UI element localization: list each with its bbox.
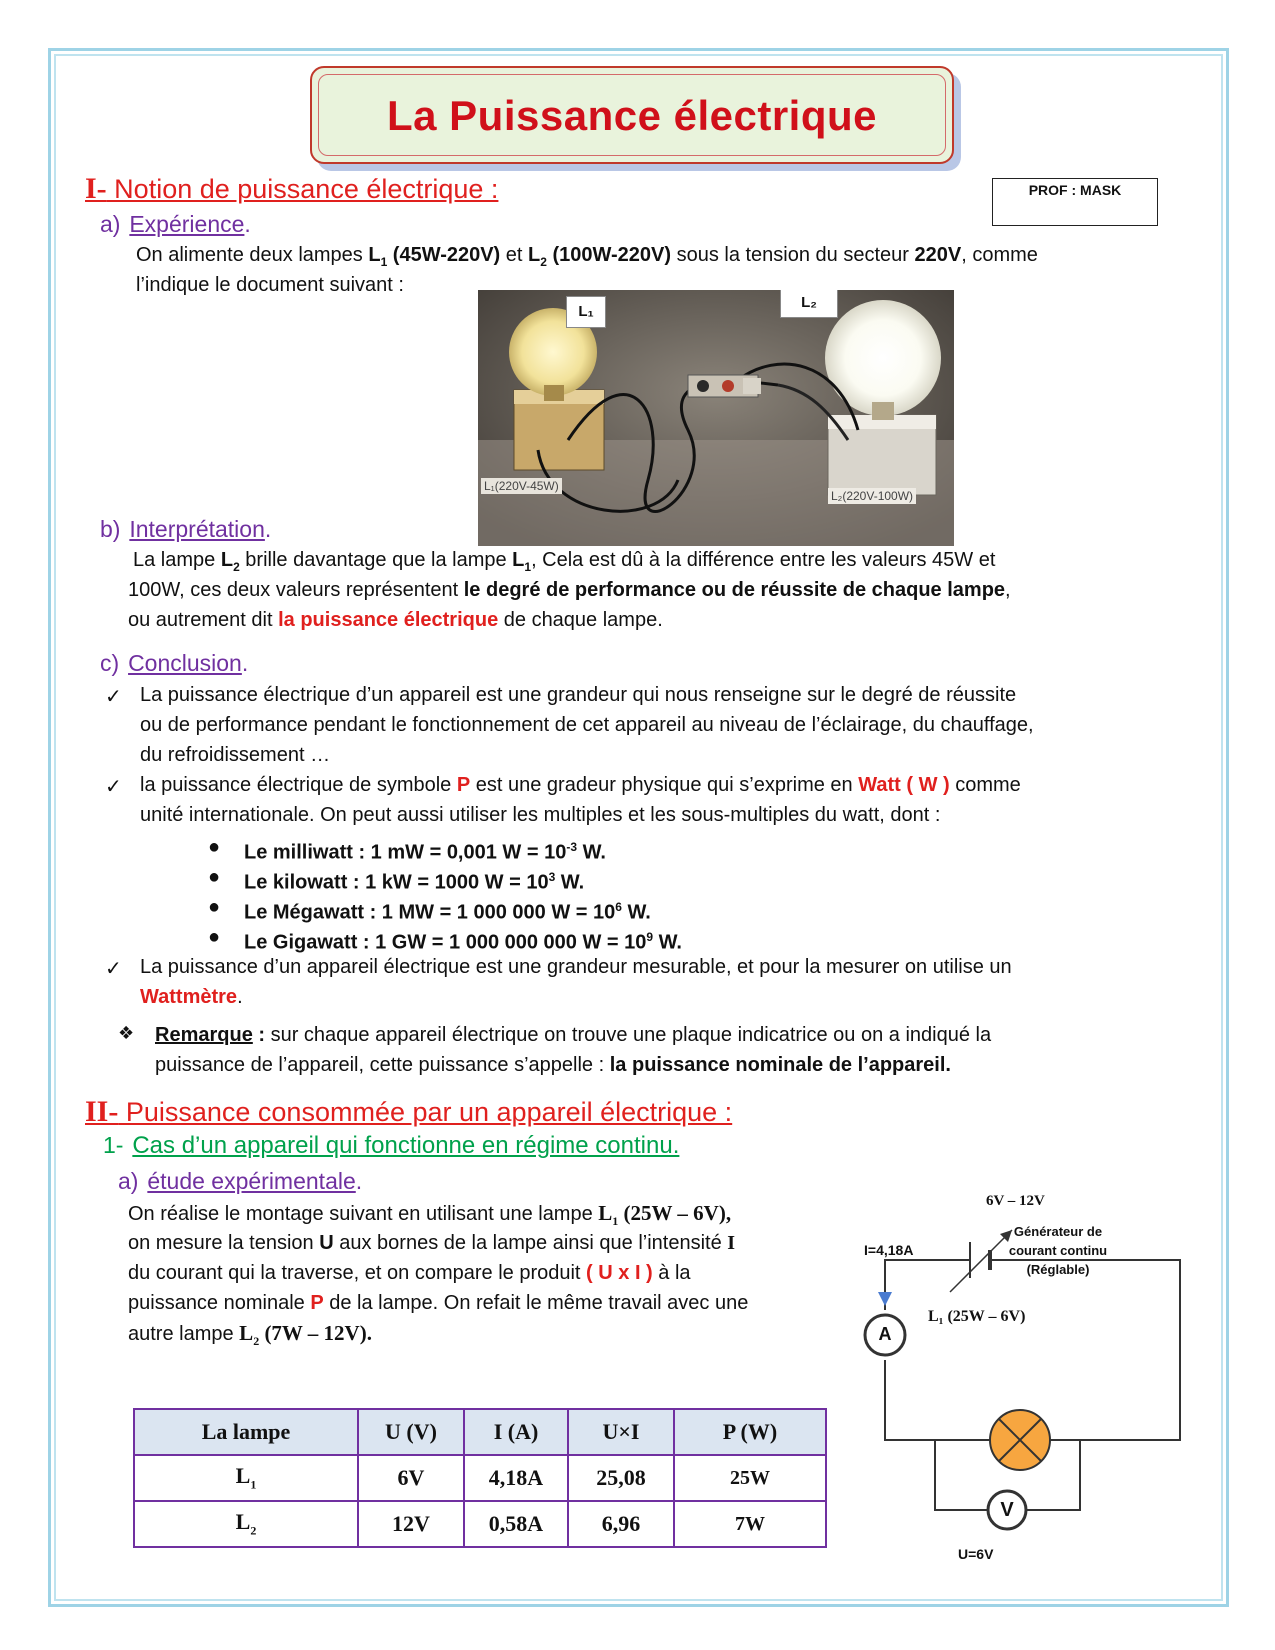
circuit-diagram (840, 1193, 1210, 1580)
current-label: I=4,18A (864, 1242, 914, 1258)
interpretation-line-1: La lampe $L_2$ brille davantage que la lampe $L_1$, Cela est dû à la différence entre les valeurs 45W et (133, 549, 996, 574)
table-header: I (A) (464, 1409, 568, 1455)
table-cell: 6,96 (568, 1501, 674, 1547)
conclusion-2-line-2: unité internationale. On peut aussi utiliser les multiples et les sous-multiples du watt, dont : (140, 804, 941, 826)
title-banner (310, 66, 954, 164)
table-cell: $L_1$ (134, 1455, 358, 1501)
conclusion-2-line-1: la puissance électrique de symbole P est une gradeur physique qui s’exprime en Watt ( W ) comme (140, 774, 1021, 796)
subsection-b-heading: b) Interprétation. (100, 516, 272, 542)
intro-line-1: On alimente deux lampes $L_1$ (45W-220V) et $L_2$ (100W-220V) sous la tension du secteur 220V, comme (136, 244, 1038, 269)
measurements-table (133, 1408, 827, 1548)
unit-gigawatt: Le Gigawatt : 1 GW = 1 000 000 000 $W = 10^9$ W. (244, 930, 682, 954)
table-cell: 25,08 (568, 1455, 674, 1501)
section-1-heading: I- Notion de puissance électrique : (85, 172, 499, 205)
voltage-range-label: 6V – 12V (986, 1193, 1045, 1209)
conclusion-3-line-1: La puissance d’un appareil électrique est une grandeur mesurable, et pour la mesurer on utilise un (140, 956, 1012, 978)
voltmeter-symbol: V (1000, 1499, 1014, 1521)
table-cell: 4,18A (464, 1455, 568, 1501)
table-cell: $L_2$ (134, 1501, 358, 1547)
table-header: La lampe (134, 1409, 358, 1455)
table-cell: 0,58A (464, 1501, 568, 1547)
conclusion-1-line-3: du refroidissement … (140, 744, 331, 766)
bullet-icon: ● (208, 836, 221, 858)
subsection-a-heading: a) Expérience. (100, 211, 251, 237)
unit-milliwatt: Le milliwatt : 1 mW = 0,001 $W = 10^{-3}$ W. (244, 840, 606, 864)
experiment-text-line-3: du courant qui la traverse, et on compare le produit ( U x I ) à la (128, 1262, 691, 1284)
interpretation-line-3: ou autrement dit la puissance électrique de chaque lampe. (128, 609, 663, 631)
interpretation-line-2: 100W, ces deux valeurs représentent le degré de performance ou de réussite de chaque lampe, (128, 579, 1011, 601)
intro-line-2: l’indique le document suivant : (136, 274, 404, 296)
subsection-2a-heading: a) étude expérimentale. (118, 1168, 363, 1194)
table-cell: 12V (358, 1501, 464, 1547)
table-header: U×I (568, 1409, 674, 1455)
section-2-heading: II- Puissance consommée par un appareil électrique : (85, 1095, 733, 1128)
table-header: P (W) (674, 1409, 826, 1455)
check-icon: ✓ (105, 776, 122, 798)
bullet-icon: ● (208, 866, 221, 888)
unit-kilowatt: Le kilowatt : 1 kW = 1000 $W = 10^3$ W. (244, 870, 585, 894)
table-cell: 7W (674, 1501, 826, 1547)
experiment-text-line-5: autre lampe $L_2$ (7W – 12V). (128, 1321, 372, 1349)
lamp-photo-illustration (478, 290, 954, 546)
remark-line-2: puissance de l’appareil, cette puissance s’appelle : la puissance nominale de l’appareil. (155, 1054, 951, 1076)
lamp-label: L₁ (25W – 6V) (928, 1308, 1026, 1325)
check-icon: ✓ (105, 686, 122, 708)
page-title: La Puissance électrique (386, 92, 878, 139)
photo-tag-l1: L₁ (566, 296, 606, 328)
remark-line-1: Remarque : sur chaque appareil électrique on trouve une plaque indicatrice ou on a indiqué la (155, 1024, 992, 1046)
unit-megawatt: Le Mégawatt : 1 MW = 1 000 000 $W = 10^6$ W. (244, 900, 651, 924)
table-row (134, 1501, 826, 1547)
experiment-text-line-1: On réalise le montage suivant en utilisant une lampe $L_1$ (25W – 6V), (128, 1201, 732, 1229)
check-icon: ✓ (105, 958, 122, 980)
conclusion-1-line-2: ou de performance pendant le fonctionnement de cet appareil au niveau de l’éclairage, du chauffage, (140, 714, 1034, 736)
photo-tag-l2: L₂ (780, 290, 838, 318)
bullet-icon: ● (208, 926, 221, 948)
generator-label: Générateur de courant continu (Réglable) (1008, 1224, 1108, 1277)
diamond-bullet-icon: ❖ (118, 1023, 135, 1043)
table-header-row (134, 1409, 826, 1455)
table-cell: 6V (358, 1455, 464, 1501)
photo-caption-l1: L₁(220V-45W) (481, 478, 562, 494)
table-cell: 25W (674, 1455, 826, 1501)
photo-caption-l2: L₂(220V-100W) (828, 488, 916, 504)
author-box (992, 178, 1158, 226)
experiment-photo (478, 290, 954, 546)
bullet-icon: ● (208, 896, 221, 918)
author-label: PROF : MASK (1028, 182, 1122, 198)
voltage-label: U=6V (958, 1546, 994, 1562)
section-2-1-heading: 1- Cas d’un appareil qui fonctionne en régime continu. (103, 1132, 680, 1159)
subsection-c-heading: c) Conclusion. (100, 650, 249, 676)
table-header: U (V) (358, 1409, 464, 1455)
conclusion-3-line-2: Wattmètre. (140, 986, 243, 1008)
ammeter-symbol: A (878, 1324, 892, 1344)
table-row (134, 1455, 826, 1501)
experiment-text-line-4: puissance nominale P de la lampe. On refait le même travail avec une (128, 1292, 749, 1314)
experiment-text-line-2: on mesure la tension U aux bornes de la lampe ainsi que l’intensité I (128, 1232, 736, 1254)
conclusion-1-line-1: La puissance électrique d’un appareil est une grandeur qui nous renseigne sur le degré de réussite (140, 684, 1017, 706)
